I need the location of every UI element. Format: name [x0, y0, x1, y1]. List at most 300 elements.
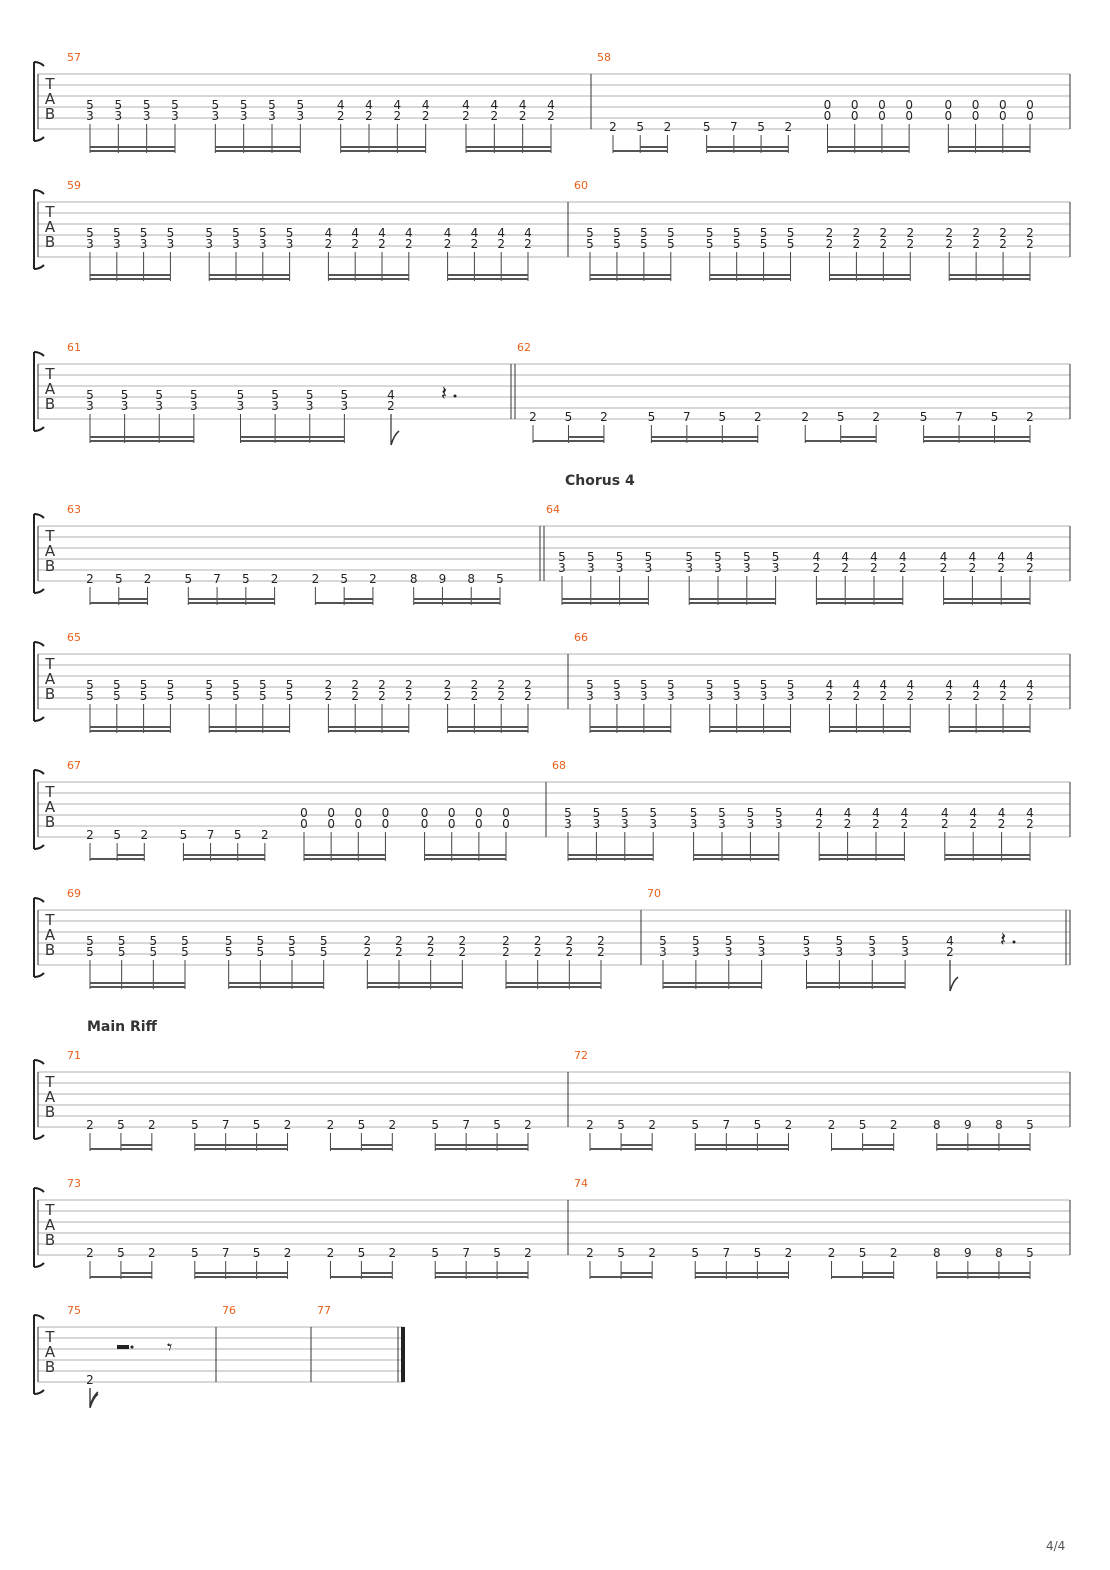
fret-number: 3 [659, 945, 667, 959]
fret-number: 3 [724, 945, 733, 959]
fret-number: 3 [285, 237, 294, 251]
fret-number: 7 [462, 1246, 470, 1260]
fret-number: 5 [258, 226, 267, 240]
measure [222, 1304, 311, 1382]
fret-number: 4 [825, 678, 834, 692]
fret-number: 5 [746, 806, 755, 820]
fret-number: 2 [600, 410, 608, 424]
fret-number: 5 [759, 226, 768, 240]
tab-system [34, 341, 1070, 445]
measure [67, 51, 591, 153]
fret-number: 3 [901, 945, 909, 959]
fret-number: 0 [998, 98, 1007, 112]
fret-number: 3 [759, 689, 768, 703]
beam [695, 1276, 788, 1278]
beam [215, 146, 300, 148]
beam [361, 1272, 392, 1274]
fret-number: 2 [470, 689, 479, 703]
fret-number: 5 [117, 934, 126, 948]
beam [710, 730, 791, 732]
tab-clef-letter: T [45, 911, 55, 929]
fret-number: 5 [636, 120, 645, 134]
fret-number: 2 [148, 1246, 156, 1260]
fret-number: 5 [640, 226, 648, 240]
fret-number: 9 [964, 1118, 972, 1132]
fret-number: 5 [1026, 1118, 1034, 1132]
beam [621, 1144, 652, 1146]
beam [448, 278, 528, 280]
fret-number: 4 [518, 98, 527, 112]
fret-number: 5 [86, 945, 94, 959]
fret-number: 3 [211, 109, 220, 123]
measure-number: 67 [67, 759, 81, 772]
fret-number: 5 [114, 98, 123, 112]
fret-number: 5 [685, 550, 694, 564]
fret-number: 2 [999, 226, 1007, 240]
fret-number: 0 [823, 109, 832, 123]
fret-number: 2 [889, 1118, 898, 1132]
fret-number: 5 [233, 828, 242, 842]
fret-number: 5 [256, 934, 265, 948]
fret-number: 5 [732, 237, 741, 251]
beam [944, 598, 1030, 600]
fret-number: 5 [592, 806, 601, 820]
fret-number: 3 [835, 945, 844, 959]
fret-number: 4 [841, 550, 850, 564]
beam [90, 602, 148, 604]
measure-number: 58 [597, 51, 611, 64]
fret-number: 2 [852, 237, 861, 251]
beam [117, 854, 144, 856]
beam [944, 602, 1030, 604]
fret-number: 5 [802, 934, 811, 948]
fret-number: 0 [905, 109, 913, 123]
fret-number: 2 [458, 934, 467, 948]
fret-number: 5 [586, 226, 594, 240]
tab-system [34, 51, 1070, 153]
beam [90, 274, 170, 276]
fret-number: 2 [490, 109, 499, 123]
fret-number: 2 [879, 237, 888, 251]
fret-number: 4 [997, 550, 1006, 564]
fret-number: 3 [558, 561, 566, 575]
beam [367, 986, 462, 988]
fret-number: 5 [431, 1118, 440, 1132]
fret-number: 5 [114, 572, 123, 586]
beam [195, 1272, 288, 1274]
tab-clef-letter: T [45, 1201, 55, 1219]
tab-clef-letter: T [45, 1073, 55, 1091]
fret-number: 7 [955, 410, 963, 424]
fret-number: 2 [395, 934, 403, 948]
fret-number: 5 [232, 226, 240, 240]
fret-number: 2 [311, 572, 320, 586]
fret-number: 5 [112, 226, 121, 240]
measure-number: 68 [552, 759, 566, 772]
fret-number: 9 [438, 572, 447, 586]
fret-number: 4 [378, 226, 386, 240]
fret-number: 5 [691, 1118, 700, 1132]
fret-number: 3 [689, 817, 698, 831]
fret-number: 2 [86, 572, 94, 586]
fret-number: 4 [939, 550, 948, 564]
tab-system [34, 473, 1070, 605]
fret-number: 2 [825, 226, 834, 240]
fret-number: 4 [968, 550, 977, 564]
beam [361, 1144, 392, 1146]
fret-number: 2 [609, 120, 617, 134]
dot [1013, 941, 1016, 944]
fret-number: 3 [86, 109, 94, 123]
fret-number: 0 [420, 806, 429, 820]
beam [948, 150, 1030, 152]
beam [90, 730, 170, 732]
fret-number: 2 [565, 945, 574, 959]
measure-number: 65 [67, 631, 81, 644]
beam [448, 726, 528, 728]
fret-number: 4 [404, 226, 413, 240]
fret-number: 0 [944, 98, 953, 112]
fret-number: 5 [640, 678, 648, 692]
fret-number: 3 [868, 945, 877, 959]
tab-system [34, 1019, 1070, 1151]
beam [533, 440, 604, 442]
fret-number: 5 [86, 678, 94, 692]
measure-number: 60 [574, 179, 588, 192]
fret-number: 2 [879, 689, 888, 703]
fret-number: 8 [409, 572, 418, 586]
fret-number: 2 [565, 934, 574, 948]
fret-number: 3 [142, 109, 151, 123]
fret-number: 5 [258, 678, 267, 692]
fret-number: 5 [771, 550, 780, 564]
fret-number: 5 [171, 98, 179, 112]
fret-number: 5 [357, 1118, 366, 1132]
beam [945, 854, 1030, 856]
fret-number: 0 [878, 109, 886, 123]
beam [90, 150, 175, 152]
fret-number: 2 [997, 561, 1006, 575]
fret-number: 2 [969, 817, 978, 831]
beam [209, 274, 289, 276]
measure [647, 887, 1070, 991]
fret-number: 3 [644, 561, 653, 575]
fret-number: 3 [166, 237, 175, 251]
fret-number: 2 [1026, 410, 1034, 424]
fret-number: 2 [388, 1246, 397, 1260]
fret-number: 5 [149, 934, 158, 948]
fret-number: 5 [256, 945, 265, 959]
fret-number: 5 [835, 934, 844, 948]
beam [90, 1276, 152, 1278]
fret-number: 0 [327, 806, 335, 820]
fret-number: 5 [558, 550, 566, 564]
fret-number: 5 [86, 226, 94, 240]
fret-number: 0 [502, 806, 510, 820]
beam [949, 726, 1030, 728]
fret-number: 2 [378, 689, 386, 703]
fret-number: 2 [843, 817, 852, 831]
fret-number: 3 [258, 237, 267, 251]
fret-number: 2 [1026, 561, 1034, 575]
beam [937, 1272, 1030, 1274]
beam [832, 1148, 894, 1150]
tab-clef-letter: A [44, 798, 56, 816]
fret-number: 7 [722, 1246, 731, 1260]
fret-number: 2 [351, 689, 360, 703]
fret-number: 5 [285, 226, 294, 240]
tab-clef-letter: T [45, 1328, 55, 1346]
fret-number: 2 [470, 237, 479, 251]
fret-number: 2 [663, 120, 672, 134]
fret-number: 0 [1026, 98, 1034, 112]
fret-number: 0 [327, 817, 335, 831]
fret-number: 5 [620, 806, 629, 820]
fret-number: 2 [841, 561, 850, 575]
beam [304, 858, 385, 860]
fret-number: 5 [224, 934, 233, 948]
measure [574, 631, 1070, 733]
fret-number: 5 [113, 828, 121, 842]
tab-clef-letter: B [44, 813, 56, 831]
beam [829, 274, 910, 276]
beam [590, 730, 671, 732]
fret-number: 2 [518, 109, 527, 123]
fret-number: 3 [190, 399, 198, 413]
tab-clef-letter: A [44, 926, 56, 944]
beam [195, 1144, 288, 1146]
tab-system [34, 759, 1070, 861]
fret-number: 5 [759, 678, 768, 692]
fret-number: 3 [613, 689, 621, 703]
fret-number: 5 [644, 550, 653, 564]
fret-number: 5 [1026, 1246, 1034, 1260]
beam [241, 440, 345, 442]
tab-clef-letter: A [44, 380, 56, 398]
fret-number: 2 [336, 109, 345, 123]
fret-number: 5 [190, 388, 198, 402]
fret-number: 3 [649, 817, 658, 831]
fret-number: 2 [143, 572, 152, 586]
fret-number: 5 [615, 550, 624, 564]
fret-number: 2 [825, 237, 834, 251]
tab-clef-letter: B [44, 395, 56, 413]
beam [590, 274, 671, 276]
beam [414, 602, 500, 604]
fret-number: 4 [945, 678, 954, 692]
tab-clef-letter: A [44, 1088, 56, 1106]
fret-number: 2 [443, 689, 452, 703]
fret-number: 3 [757, 945, 766, 959]
beam [90, 726, 170, 728]
fret-number: 3 [232, 237, 240, 251]
fret-number: 5 [586, 550, 595, 564]
measure [67, 179, 568, 281]
fret-number: 5 [86, 689, 94, 703]
measure-number: 66 [574, 631, 588, 644]
fret-number: 4 [490, 98, 499, 112]
fret-number: 3 [155, 399, 164, 413]
tab-clef-letter: B [44, 105, 56, 123]
beam [707, 146, 789, 148]
fret-number: 0 [850, 109, 859, 123]
fret-number: 2 [533, 945, 542, 959]
measure-number: 70 [647, 887, 661, 900]
tab-system [34, 1304, 404, 1408]
fret-number: 5 [732, 678, 741, 692]
fret-number: 5 [649, 806, 658, 820]
fret-number: 5 [181, 934, 189, 948]
beam [613, 150, 667, 152]
beam [425, 854, 506, 856]
fret-number: 2 [86, 1118, 94, 1132]
fret-number: 8 [932, 1118, 941, 1132]
fret-number: 3 [268, 109, 276, 123]
fret-number: 2 [784, 1246, 793, 1260]
fret-number: 5 [868, 934, 877, 948]
fret-number: 2 [378, 237, 386, 251]
fret-number: 0 [300, 817, 308, 831]
fret-number: 3 [586, 561, 595, 575]
fret-number: 2 [801, 410, 810, 424]
fret-number: 2 [946, 945, 954, 959]
tab-system [34, 887, 1070, 991]
measure-number: 77 [317, 1304, 331, 1317]
beam [448, 274, 528, 276]
beam [121, 1144, 152, 1146]
fret-number: 2 [968, 561, 977, 575]
beam [945, 858, 1030, 860]
fret-number: 2 [972, 226, 980, 240]
fret-number: 2 [972, 689, 980, 703]
fret-number: 4 [997, 806, 1006, 820]
measure [597, 51, 1070, 153]
fret-number: 5 [586, 237, 594, 251]
fret-number: 0 [447, 817, 456, 831]
fret-number: 5 [901, 934, 909, 948]
tab-clef-letter: B [44, 1358, 56, 1376]
fret-number: 5 [179, 828, 188, 842]
fret-number: 2 [648, 1118, 656, 1132]
fret-number: 5 [139, 226, 148, 240]
fret-number: 2 [900, 817, 909, 831]
beam [807, 986, 906, 988]
fret-number: 3 [732, 689, 741, 703]
measure-number: 72 [574, 1049, 588, 1062]
fret-number: 5 [112, 689, 121, 703]
beam [506, 986, 601, 988]
measure-number: 57 [67, 51, 81, 64]
beam [188, 598, 274, 600]
fret-number: 5 [496, 572, 504, 586]
beam [590, 726, 671, 728]
tab-clef-letter: A [44, 90, 56, 108]
beam [466, 146, 551, 148]
fret-number: 5 [166, 678, 175, 692]
fret-number: 5 [705, 226, 714, 240]
beam [590, 278, 671, 280]
fret-number: 5 [858, 1118, 867, 1132]
tab-clef-letter: B [44, 1103, 56, 1121]
fret-number: 0 [1026, 109, 1034, 123]
fret-number: 7 [722, 1118, 731, 1132]
section-heading: Main Riff [87, 1019, 157, 1035]
fret-number: 5 [753, 1118, 762, 1132]
fret-number: 2 [872, 410, 880, 424]
fret-number: 4 [393, 98, 402, 112]
beam [816, 598, 902, 600]
beam [924, 436, 1030, 438]
fret-number: 2 [784, 1118, 793, 1132]
fret-number: 7 [683, 410, 691, 424]
fret-number: 4 [524, 226, 532, 240]
beam [828, 146, 910, 148]
fret-number: 2 [940, 817, 949, 831]
fret-number: 5 [564, 806, 572, 820]
fret-number: 0 [971, 109, 980, 123]
fret-number: 2 [497, 678, 506, 692]
fret-number: 4 [1026, 550, 1034, 564]
measure [67, 1049, 568, 1151]
fret-number: 2 [812, 561, 821, 575]
beam [710, 274, 791, 276]
note-flag [950, 977, 958, 991]
fret-number: 7 [206, 828, 215, 842]
fret-number: 2 [1026, 237, 1034, 251]
beam [694, 854, 779, 856]
beam [195, 1276, 288, 1278]
fret-number: 5 [732, 226, 741, 240]
fret-number: 5 [647, 410, 656, 424]
beam [328, 274, 408, 276]
fret-number: 2 [395, 945, 403, 959]
fret-number: 2 [502, 934, 510, 948]
fret-number: 5 [166, 226, 175, 240]
fret-number: 4 [547, 98, 555, 112]
fret-number: 2 [889, 1246, 898, 1260]
fret-number: 5 [205, 226, 214, 240]
fret-number: 3 [586, 689, 594, 703]
beam [367, 982, 462, 984]
fret-number: 5 [340, 572, 348, 586]
fret-number: 2 [753, 410, 762, 424]
fret-number: 2 [852, 226, 861, 240]
beam [863, 1144, 894, 1146]
beam [828, 150, 910, 152]
fret-number: 5 [184, 572, 193, 586]
beam [119, 598, 148, 600]
fret-number: 2 [524, 1246, 532, 1260]
beam [435, 1148, 528, 1150]
fret-number: 4 [324, 226, 333, 240]
fret-number: 2 [999, 689, 1007, 703]
measure-number: 59 [67, 179, 81, 192]
fret-number: 5 [691, 1246, 700, 1260]
measure [67, 1177, 568, 1279]
beam [707, 150, 789, 152]
measure [574, 1049, 1070, 1151]
fret-number: 2 [324, 237, 333, 251]
beam [229, 986, 324, 988]
tab-clef-letter: A [44, 1216, 56, 1234]
section-heading: Chorus 4 [565, 473, 635, 489]
beam [949, 278, 1030, 280]
tab-clef-letter: T [45, 365, 55, 383]
fret-number: 2 [827, 1246, 836, 1260]
beam [949, 274, 1030, 276]
fret-number: 2 [502, 945, 510, 959]
fret-number: 0 [381, 817, 390, 831]
